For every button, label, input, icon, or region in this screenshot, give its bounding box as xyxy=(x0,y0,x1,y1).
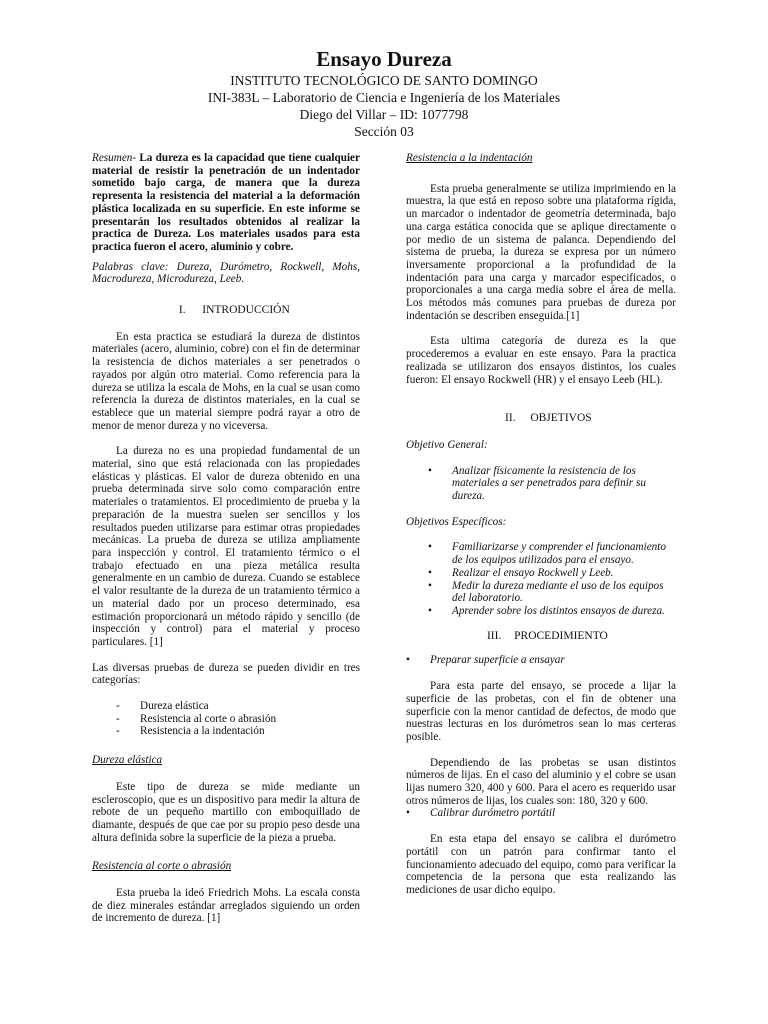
step-calibrar-durometro: • Calibrar durómetro portátil xyxy=(406,807,676,820)
step1-paragraph-1: Para esta parte del ensayo, se procede a lijar la superficie de las probetas, con el fin de obtener una superficie con la menor cantidad de defectos, de modo que nuestras lecturas en los durómetros sean lo mas certeras posible. xyxy=(406,680,676,743)
categories-list xyxy=(92,700,360,738)
specific-objectives-label: Objetivos Específicos: xyxy=(406,515,507,528)
list-item: - Resistencia al corte o abrasión xyxy=(116,713,360,726)
paper-title: Ensayo Dureza xyxy=(316,47,452,71)
step-preparar-superficie: • Preparar superficie a ensayar xyxy=(406,654,676,667)
section-heading-introduccion: I. INTRODUCCIÓN xyxy=(178,304,290,317)
left-column xyxy=(92,152,360,925)
indent-paragraph-2: Esta ultima categoría de dureza es la que procederemos a evaluar en este ensayo. Para la practica realizada se utilizaron dos ensayos distintos, los cuales fueron: El ensayo Rockwell (HR) y el ensayo Leeb (HL). xyxy=(406,335,676,386)
indent-paragraph-1: Esta prueba generalmente se utiliza imprimiendo en la muestra, la que está en reposo sobre una plataforma rígida, un marcador o indentador de geometría determinada, bajo una carga estática conocida que se aplique directamente o por medio de un sistema de palanca. Dependiendo del sistema de prueba, la dureza se expresa por un número inversamente proporcional a la profundidad de la indentación para una carga y marcador especificados, o proporcionales a una carga media sobre el área de mella. Los métodos más comunes para pruebas de dureza por indentación se describen enseguida.[1] xyxy=(406,182,676,322)
right-column xyxy=(406,152,676,897)
list-item: - Dureza elástica xyxy=(116,700,360,713)
keywords: Palabras clave: Dureza, Durómetro, Rockwell, Mohs, Macrodureza, Microdureza, Leeb. xyxy=(92,260,360,286)
list-item: • Analizar físicamente la resistencia de los materiales a ser penetrados para definir su dureza. xyxy=(428,465,676,503)
course-name: INI-383L – Laboratorio de Ciencia e Ingeniería de los Materiales xyxy=(207,90,561,105)
section-heading-procedimiento: III. PROCEDIMIENTO xyxy=(486,629,608,642)
cut-paragraph: Esta prueba la ideó Friedrich Mohs. La escala consta de diez minerales estándar arreglados siguiendo un orden de incremento de dureza. [1] xyxy=(92,887,360,925)
section-line: Sección 03 xyxy=(354,124,414,139)
abstract-text: La dureza es la capacidad que tiene cualquier material de resistir la penetración de un indentador sometido bajo carga, de manera que la dureza representa la resistencia del material a la deformación plástica localizada en su superficie. En este informe se presentarán los resultados obtenidos al realizar la practica de Dureza. Los materiales usados para esta practica fueron el acero, aluminio y cobre. xyxy=(92,152,360,253)
specific-objectives-list xyxy=(406,541,676,617)
subheading-corte-abrasion: Resistencia al corte o abrasión xyxy=(92,860,232,873)
subheading-indentacion: Resistencia a la indentación xyxy=(406,152,533,164)
list-item: • Familiarizarse y comprender el funcionamiento de los equipos utilizados para el ensayo. xyxy=(428,541,676,566)
paper-header xyxy=(0,46,768,140)
list-item: • Aprender sobre los distintos ensayos de dureza. xyxy=(428,605,676,618)
general-objective-label: Objetivo General: xyxy=(406,438,488,451)
institute-name: INSTITUTO TECNOLÓGICO DE SANTO DOMINGO xyxy=(230,73,538,88)
list-item: - Resistencia a la indentación xyxy=(116,725,360,738)
elastic-paragraph: Este tipo de dureza se mide mediante un escleroscopio, que es un dispositivo para medir la altura de rebote de un pequeño martillo con emboquillado de diamante, después de que cae por su propio peso desde una altura definida sobre la superficie de la pieza a prueba. xyxy=(92,780,360,844)
list-item: • Medir la dureza mediante el uso de los equipos del laboratorio. xyxy=(428,580,676,605)
intro-paragraph-1: En esta practica se estudiará la dureza de distintos materiales (acero, aluminio, cobre) con el fin de determinar la resistencia de dichos materiales a ser penetrados o rayados por algún otro material. Como referencia para la dureza se utiliza la escala de Mohs, en la cual se usan como referencia la dureza de distintos materiales, en la cual se establece que un material siempre podrá rayar a otro de menor de menor dureza y no viceversa. xyxy=(92,330,360,432)
abstract-label: Resumen- xyxy=(92,152,137,164)
intro-paragraph-3: Las diversas pruebas de dureza se pueden dividir en tres categorías: xyxy=(92,661,360,687)
author-line: Diego del Villar – ID: 1077798 xyxy=(299,107,469,122)
abstract xyxy=(92,152,360,254)
subheading-dureza-elastica: Dureza elástica xyxy=(92,754,163,767)
list-item: • Realizar el ensayo Rockwell y Leeb. xyxy=(428,567,676,580)
step1-paragraph-2: Dependiendo de las probetas se usan distintos números de lijas. En el caso del aluminio y el cobre se usan lijas numero 320, 400 y 600. Para el acero es requerido usar otros números de lijas, los cuales son: 180, 320 y 600. xyxy=(406,756,676,807)
general-objectives-list xyxy=(406,465,676,503)
step2-paragraph-1: En esta etapa del ensayo se calibra el durómetro portátil con un patrón para confirmar tanto el funcionamiento adecuado del equipo, como para verificar la competencia de la persona que esta realizando las mediciones de usar dicho equipo. xyxy=(406,833,676,896)
intro-paragraph-2: La dureza no es una propiedad fundamental de un material, sino que está relacionada con las propiedades elásticas y plásticas. El valor de dureza obtenido en una prueba determinada sirve solo como comparación entre materiales o tratamientos. El procedimiento de prueba y la preparación de la muestra suelen ser sencillos y los resultados pueden utilizarse para estimar otras propiedades mecánicas. La prueba de dureza se utiliza ampliamente para inspección y control. El tratamiento térmico o el trabajo efectuado en una pieza metálica resulta generalmente en un cambio de dureza. Cuando se establece el valor resultante de la dureza de un tratamiento térmico a un material dado por un proceso determinado, esa estimación proporcionará un método rápido y sencillo (de inspección y control) para el material y proceso particulares. [1] xyxy=(92,445,360,648)
section-heading-objetivos: II. OBJETIVOS xyxy=(505,412,592,425)
